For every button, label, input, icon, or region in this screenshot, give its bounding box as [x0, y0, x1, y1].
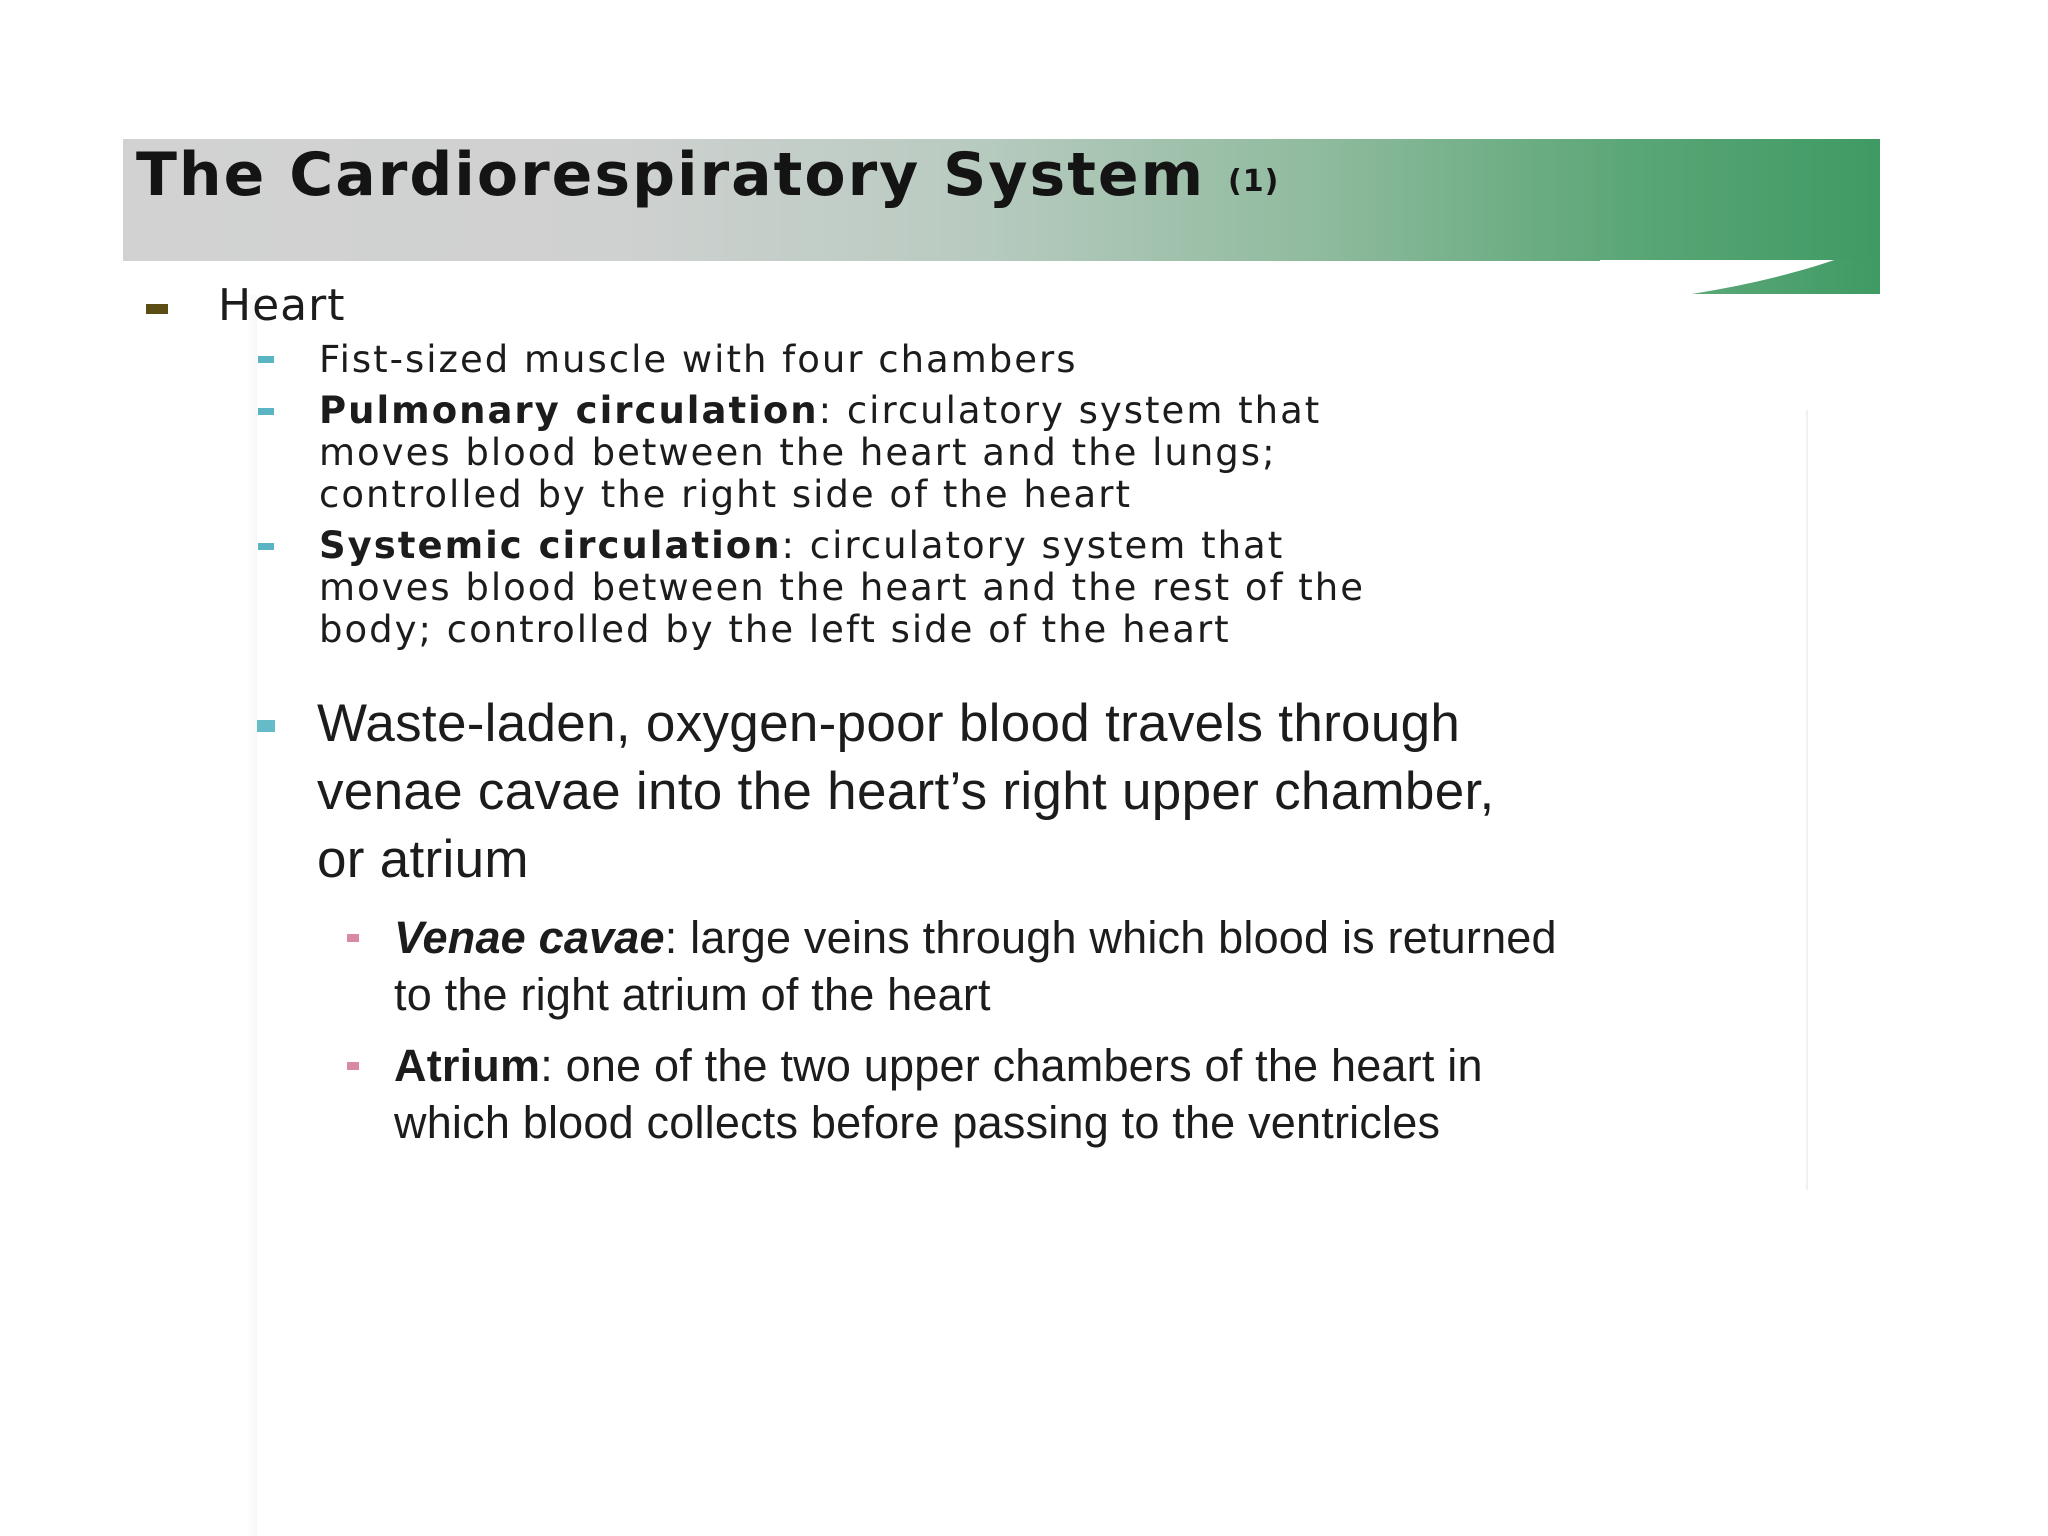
slide-background-shade — [0, 295, 257, 1536]
term-systemic-circulation: Systemic circulation — [319, 524, 782, 567]
term-atrium: Atrium — [394, 1040, 541, 1091]
content-divider — [1806, 410, 1808, 1190]
point-blood-flow-line-1: Waste-laden, oxygen-poor blood travels through — [317, 694, 1461, 753]
bullet-icon — [258, 408, 274, 415]
point-pulmonary-line-3: controlled by the right side of the heart — [319, 473, 1132, 516]
subpoint-venae-cavae-line-2: to the right atrium of the heart — [394, 969, 991, 1020]
bullet-icon — [347, 1062, 359, 1070]
bullet-icon — [257, 720, 275, 732]
bullet-icon — [146, 304, 168, 314]
point-pulmonary-line-2: moves blood between the heart and the lungs; — [319, 431, 1277, 474]
point-systemic-line-1: Systemic circulation: circulatory system that — [319, 524, 1285, 567]
title-bar-curve — [1600, 260, 1880, 294]
subpoint-venae-cavae-line-1: Venae cavae: large veins through which blood is returned — [394, 912, 1557, 963]
subpoint-atrium-line-2: which blood collects before passing to the ventricles — [394, 1097, 1441, 1148]
slide-title-text: The Cardiorespiratory System — [136, 140, 1206, 210]
point-blood-flow-line-2: venae cavae into the heart’s right upper chamber, — [317, 762, 1495, 821]
bullet-icon — [347, 934, 359, 942]
point-pulmonary-line-1: Pulmonary circulation: circulatory system that — [319, 389, 1322, 432]
subpoint-atrium-line-1: Atrium: one of the two upper chambers of the heart in — [394, 1040, 1483, 1091]
term-venae-cavae: Venae cavae — [394, 912, 665, 963]
slide-title — [136, 138, 1279, 219]
point-systemic-line-2: moves blood between the heart and the rest of the — [319, 566, 1365, 609]
point-four-chambers: Fist-sized muscle with four chambers — [319, 338, 1078, 381]
point-blood-flow-line-3: or atrium — [317, 830, 529, 889]
bullet-icon — [258, 356, 274, 363]
term-pulmonary-circulation: Pulmonary circulation — [319, 389, 819, 432]
heading-heart: Heart — [218, 280, 346, 331]
bullet-icon — [258, 543, 274, 550]
point-systemic-line-3: body; controlled by the left side of the heart — [319, 608, 1231, 651]
slide-title-number: (1) — [1227, 164, 1280, 199]
